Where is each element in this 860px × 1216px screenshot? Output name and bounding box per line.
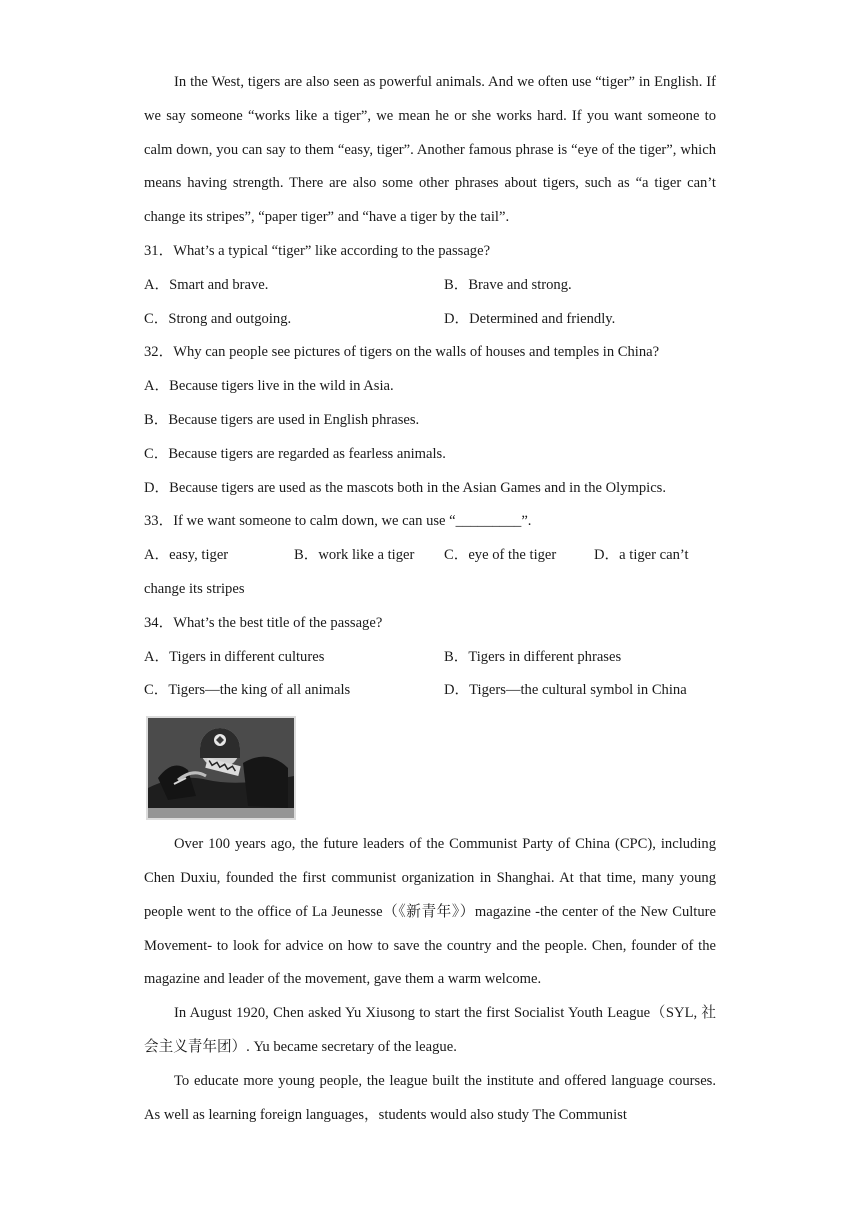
question-31-option-c: C．Strong and outgoing. <box>144 310 292 327</box>
question-31-options-row-2 <box>144 303 716 337</box>
document-content <box>144 66 716 1132</box>
question-34-option-b: B．Tigers in different phrases <box>444 648 622 665</box>
question-32-option-b: B．Because tigers are used in English phrases. <box>144 411 420 428</box>
question-31-stem: 31．What’s a typical “tiger” like according to the passage? <box>144 242 491 259</box>
question-32-option-a: A．Because tigers live in the wild in Asia. <box>144 378 394 395</box>
passage-one-paragraph: In the West, tigers are also seen as powerful animals. And we often use “tiger” in English. If we say someone “works like a tiger”, we mean he or she works hard. If you want someone to calm down, you can say to them “easy, tiger”. Another famous phrase is “eye of the tiger”, which means having strength. There are also some other phrases about tigers, such as “a tiger can’t change its stripes”, “paper tiger” and “have a tiger by the tail”. <box>144 74 716 226</box>
passage-two-paragraph-3: To educate more young people, the league built the institute and offered language courses. As well as learning foreign languages，students would also study The Communist <box>144 1072 716 1123</box>
question-34-option-a: A．Tigers in different cultures <box>144 648 325 665</box>
question-31-option-b: B．Brave and strong. <box>444 276 572 293</box>
question-31-options-row-1 <box>144 269 716 303</box>
question-31-option-a: A．Smart and brave. <box>144 276 269 293</box>
question-33-option-c: C．eye of the tiger <box>444 547 557 564</box>
question-33-option-a: A．easy, tiger <box>144 547 229 564</box>
question-32-stem: 32．Why can people see pictures of tigers on the walls of houses and temples in China? <box>144 344 660 361</box>
question-34-options-row-1 <box>144 641 716 675</box>
question-34-option-d: D．Tigers—the cultural symbol in China <box>444 682 687 699</box>
question-33-options <box>144 539 716 607</box>
question-33-option-b: B．work like a tiger <box>294 547 415 564</box>
question-33-option-d-line-1: D．a tiger can’t <box>594 547 689 564</box>
question-34-options-row-2 <box>144 674 716 708</box>
question-34-option-c: C．Tigers—the king of all animals <box>144 682 351 699</box>
photo-illustration <box>148 718 294 818</box>
question-33-option-d <box>594 539 716 573</box>
passage-photo <box>146 716 296 820</box>
passage-two-paragraph-1: Over 100 years ago, the future leaders of the Communist Party of China (CPC), including Chen Duxiu, founded the first communist organization in Shanghai. At that time, many young people went to the office of La Jeunesse（《新青年》）magazine -the center of the New Culture Movement- to look for advice on how to save the country and the people. Chen, founder of the magazine and leader of the movement, gave them a warm welcome. <box>144 836 716 988</box>
question-32-option-d: D．Because tigers are used as the mascots both in the Asian Games and in the Olympics. <box>144 479 667 496</box>
question-32-option-c: C．Because tigers are regarded as fearless animals. <box>144 445 446 462</box>
passage-two-paragraph-2: In August 1920, Chen asked Yu Xiusong to start the first Socialist Youth League（SYL, 社会主义青年团）. Yu became secretary of the league. <box>144 1005 716 1055</box>
question-33-stem: 33．If we want someone to calm down, we can use “_________”. <box>144 513 532 530</box>
question-31-option-d: D．Determined and friendly. <box>444 310 616 327</box>
question-34-stem: 34．What’s the best title of the passage? <box>144 614 383 631</box>
question-33-option-d-line-2: change its stripes <box>144 580 245 597</box>
